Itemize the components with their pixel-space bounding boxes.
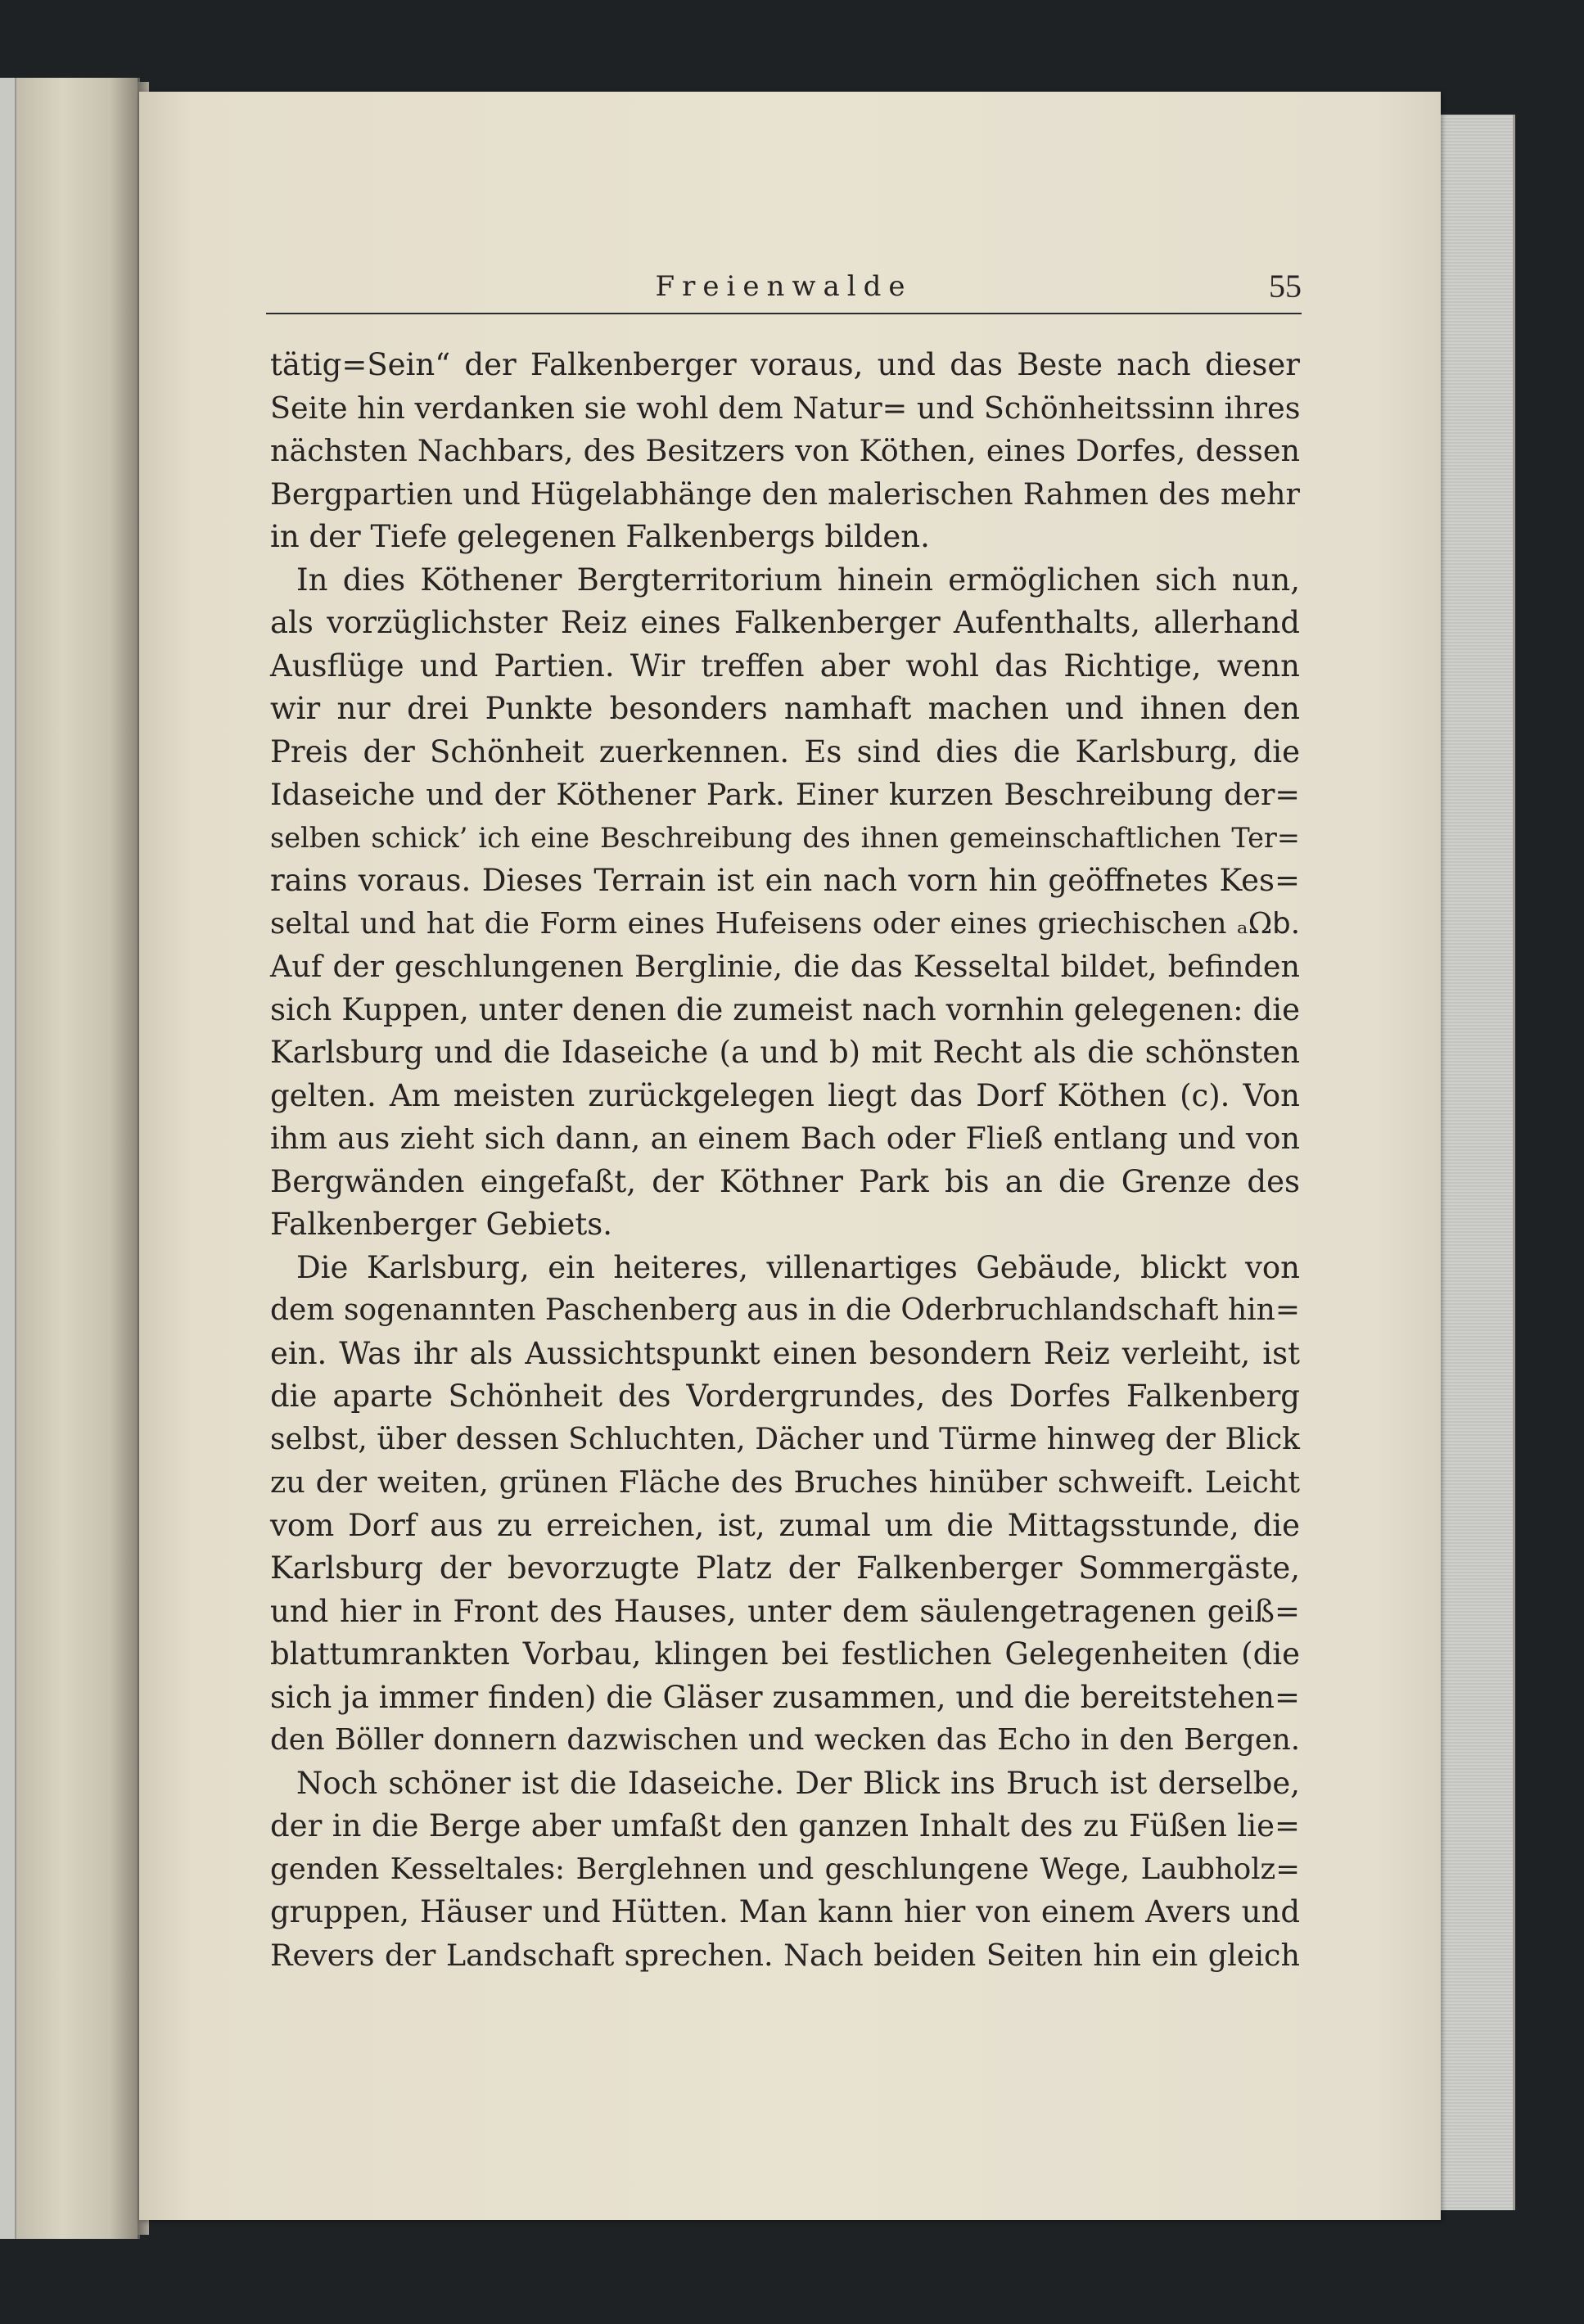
text-line: die aparte Schönheit des Vordergrundes, des Dorfes Falkenberg [270, 1379, 1300, 1414]
text-line: blattumrankten Vorbau, klingen bei festlichen Gelegenheiten (die [270, 1636, 1300, 1672]
text-line: gelten. Am meisten zurückgelegen liegt das Dorf Köthen (c). Von [270, 1077, 1300, 1113]
book-page [139, 92, 1441, 2220]
text-line: selben schick’ ich eine Beschreibung des ihnen gemeinschaftlichen Ter= [270, 821, 1300, 854]
text-line: genden Kesseltales: Berglehnen und geschlungene Wege, Laubholz= [270, 1852, 1300, 1886]
text-line: seltal und hat die Form eines Hufeisens oder eines griechischen ₐΩ𝖻. [270, 906, 1300, 941]
text-line: sich Kuppen, unter denen die zumeist nach vornhin gelegenen: die [270, 991, 1300, 1027]
text-line: Revers der Landschaft sprechen. Nach beiden Seiten hin ein gleich [270, 1937, 1300, 1973]
text-line: tätig=Sein“ der Falkenberger voraus, und das Beste nach dieser [270, 347, 1300, 382]
text-line: ihm aus zieht sich dann, an einem Bach oder Fließ entlang und von [270, 1121, 1300, 1156]
text-line: nächsten Nachbars, des Besitzers von Köthen, eines Dorfes, dessen [270, 433, 1300, 468]
text-line: und hier in Front des Hauses, unter dem säulengetragenen geiß= [270, 1593, 1300, 1629]
text-line: als vorzüglichster Reiz eines Falkenberger Aufenthalts, allerhand [270, 605, 1300, 640]
text-line: Noch schöner ist die Idaseiche. Der Blick ins Bruch ist derselbe, [296, 1765, 1300, 1801]
running-title: Freienwalde [655, 270, 913, 303]
text-line: in der Tiefe gelegenen Falkenbergs bilden. [270, 519, 930, 554]
text-line: Karlsburg der bevorzugte Platz der Falkenberger Sommergäste, [270, 1550, 1300, 1586]
text-line: gruppen, Häuser und Hütten. Man kann hier von einem Avers und [270, 1894, 1300, 1929]
text-line: Falkenberger Gebiets. [270, 1207, 612, 1242]
text-line: Ausflüge und Partien. Wir treffen aber wohl das Richtige, wenn [270, 648, 1300, 684]
text-line: den Böller donnern dazwischen und wecken das Echo in den Bergen. [270, 1723, 1300, 1757]
left-page-edge [0, 78, 140, 2239]
text-line: Auf der geschlungenen Berglinie, die das Kesseltal bildet, befinden [270, 949, 1300, 984]
text-line: sich ja immer finden) die Gläser zusammen, und die bereitstehen= [270, 1679, 1300, 1715]
text-line: rains voraus. Dieses Terrain ist ein nach vorn hin geöffnetes Kes= [270, 863, 1300, 898]
text-line: Seite hin verdanken sie wohl dem Natur= und Schönheitssinn ihres [270, 390, 1301, 426]
text-line: Karlsburg und die Idaseiche (a und b) mit Recht als die schönsten [270, 1035, 1300, 1070]
text-line: vom Dorf aus zu erreichen, ist, zumal um die Mittagsstunde, die [270, 1507, 1300, 1543]
body-text [270, 344, 1300, 1977]
text-line: zu der weiten, grünen Fläche des Bruches hinüber schweift. Leicht [270, 1464, 1300, 1500]
text-line: Bergwänden eingefaßt, der Köthner Park bis an die Grenze des [270, 1163, 1300, 1199]
text-line: selbst, über dessen Schluchten, Dächer und Türme hinweg der Blick [270, 1422, 1300, 1456]
text-line: dem sogenannten Paschenberg aus in die Oderbruchlandschaft hin= [270, 1293, 1300, 1327]
text-line: der in die Berge aber umfaßt den ganzen Inhalt des zu Füßen lie= [270, 1808, 1300, 1843]
text-line: Bergpartien und Hügelabhänge den malerischen Rahmen des mehr [270, 476, 1300, 512]
text-line: Idaseiche und der Köthener Park. Einer kurzen Beschreibung der= [270, 777, 1300, 812]
running-head [266, 264, 1302, 314]
text-line: wir nur drei Punkte besonders namhaft machen und ihnen den [270, 691, 1300, 726]
page-number: 55 [1269, 268, 1302, 305]
text-line: Preis der Schönheit zuerkennen. Es sind dies die Karlsburg, die [270, 733, 1300, 769]
text-line: Die Karlsburg, ein heiteres, villenartiges Gebäude, blickt von [296, 1249, 1300, 1285]
text-line: ein. Was ihr als Aussichtspunkt einen besondern Reiz verleiht, ist [270, 1335, 1300, 1371]
text-line: In dies Köthener Bergterritorium hinein ermöglichen sich nun, [296, 562, 1300, 598]
